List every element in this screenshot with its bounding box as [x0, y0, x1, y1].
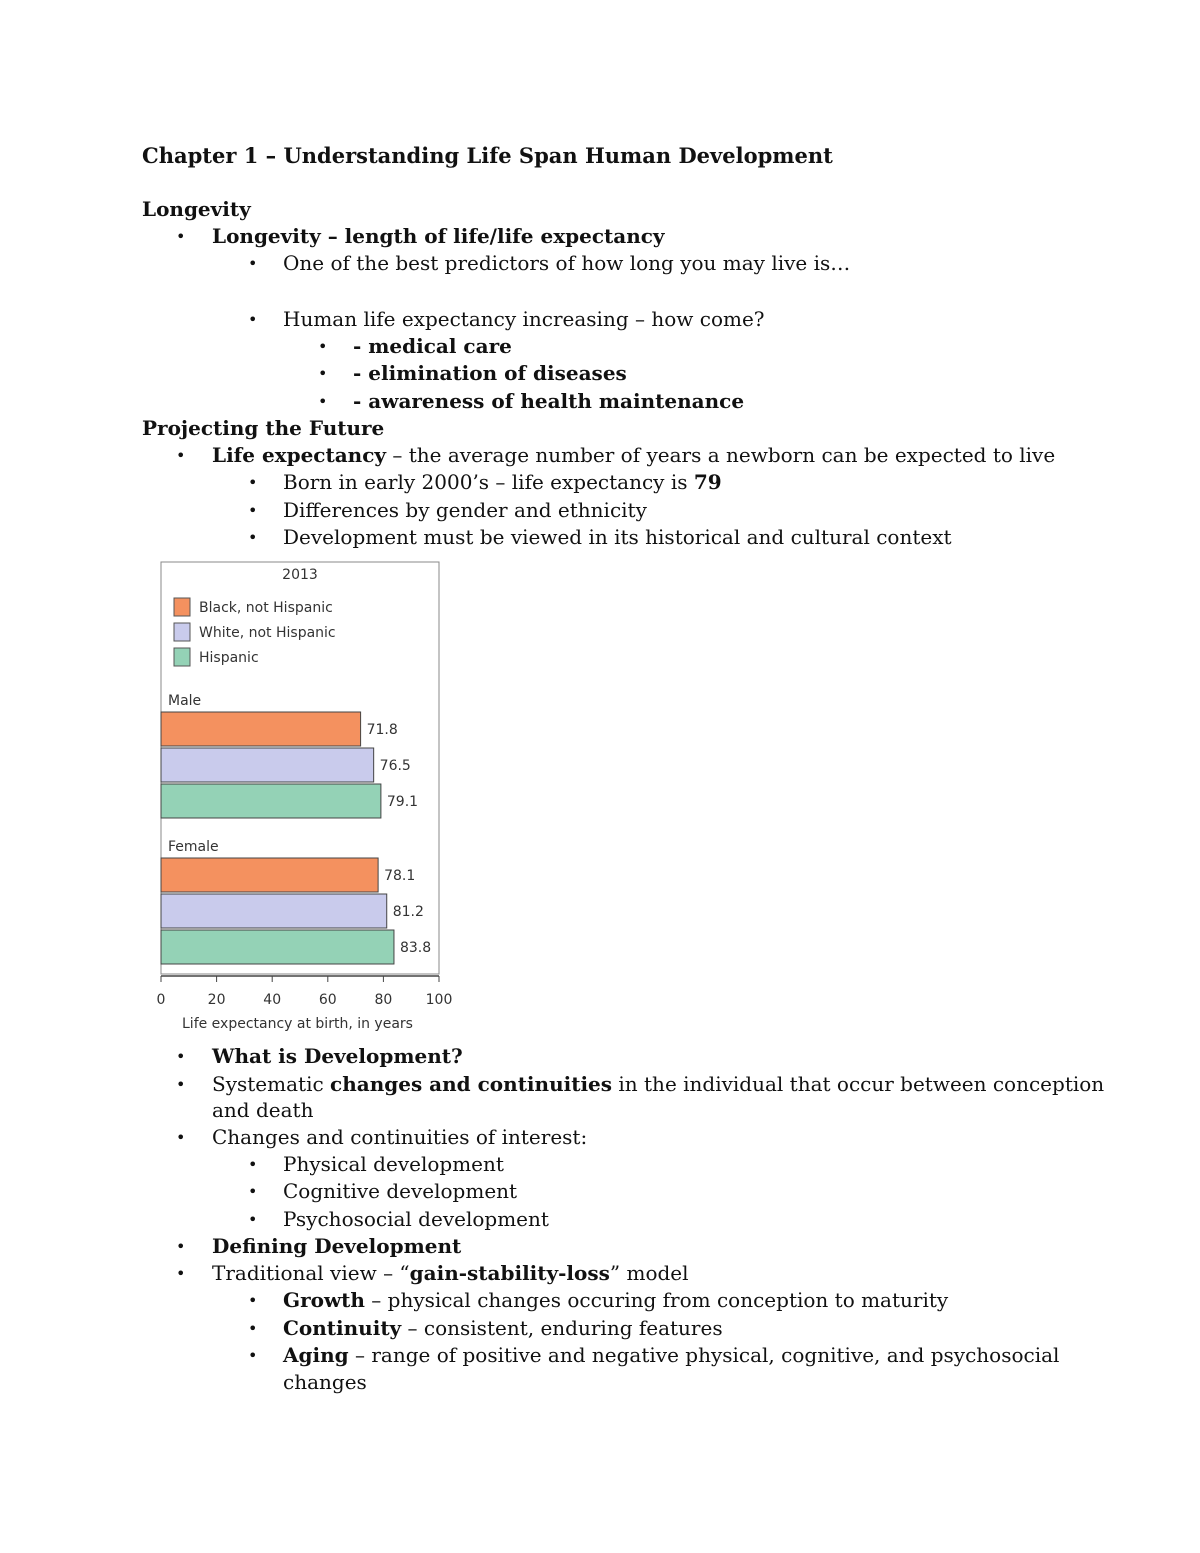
bullet-icon: • — [248, 1319, 258, 1338]
chart-title: 2013 — [282, 567, 318, 583]
differences-text: Differences by gender and ethnicity — [283, 498, 647, 522]
tick-label: 0 — [156, 992, 166, 1008]
predictor-text: One of the best predictors of how long you may live is… — [283, 251, 851, 275]
bullet-icon: • — [248, 473, 258, 492]
bullet-icon: • — [318, 364, 328, 383]
bullet-icon: • — [248, 1182, 258, 1201]
reason-item: - awareness of health maintenance — [353, 389, 745, 413]
legend-label: Black, not Hispanic — [199, 600, 333, 616]
traditional-suffix: ” model — [609, 1261, 689, 1285]
page-title: Chapter 1 – Understanding Life Span Human Development — [142, 143, 833, 168]
aging-continuation: changes — [283, 1370, 367, 1394]
x-axis-ticks — [157, 976, 453, 1008]
continuity-def: – consistent, enduring features — [401, 1316, 723, 1340]
chart-legend — [174, 598, 336, 666]
life-expectancy-definition — [212, 442, 1055, 469]
tick-label: 80 — [374, 992, 393, 1008]
development-type: Psychosocial development — [283, 1207, 549, 1231]
bullet-icon: • — [248, 501, 258, 520]
systematic-prefix: Systematic — [212, 1072, 331, 1096]
aging-text — [283, 1342, 1059, 1369]
bar — [161, 748, 374, 782]
legend-label: Hispanic — [199, 650, 259, 666]
traditional-bold: gain-stability-loss — [409, 1261, 610, 1285]
growth-term: Growth — [283, 1288, 365, 1312]
development-type: Cognitive development — [283, 1179, 518, 1203]
born-text — [283, 469, 722, 496]
legend-swatch — [174, 598, 190, 616]
what-is-development: What is Development? — [212, 1044, 463, 1068]
life-expectancy-def: – the average number of years a newborn can be expected to live — [386, 443, 1056, 467]
section-heading-projecting: Projecting the Future — [142, 416, 385, 440]
group-label-male: Male — [168, 693, 202, 709]
life-expectancy-chart — [150, 558, 470, 1040]
bullet-icon: • — [176, 1264, 186, 1283]
bar-value-label: 79.1 — [386, 794, 419, 810]
chart-bars — [161, 712, 431, 964]
group-label-female: Female — [168, 839, 219, 855]
bullet-icon: • — [176, 1075, 186, 1094]
defining-development: Defining Development — [212, 1234, 462, 1258]
tick-label: 40 — [263, 992, 282, 1008]
traditional-view — [212, 1260, 689, 1287]
increasing-text: Human life expectancy increasing – how come? — [283, 307, 765, 331]
development-type: Physical development — [283, 1152, 504, 1176]
bar-value-label: 83.8 — [399, 940, 432, 956]
bullet-icon: • — [248, 1155, 258, 1174]
bar-value-label: 78.1 — [384, 868, 416, 884]
systematic-continuation: and death — [212, 1098, 314, 1122]
bullet-icon: • — [248, 528, 258, 547]
bar-value-label: 76.5 — [379, 758, 411, 774]
bar-value-label: 81.2 — [392, 904, 424, 920]
bar — [161, 712, 361, 746]
bar — [161, 894, 387, 928]
bar — [161, 858, 378, 892]
bullet-icon: • — [248, 254, 258, 273]
bullet-icon: • — [176, 227, 186, 246]
longevity-definition: Longevity – length of life/life expectancy — [212, 224, 665, 248]
traditional-prefix: Traditional view – “ — [212, 1261, 410, 1285]
legend-label: White, not Hispanic — [199, 625, 336, 641]
bullet-icon: • — [248, 1210, 258, 1229]
born-prefix: Born in early 2000’s – life expectancy is — [283, 470, 694, 494]
bullet-icon: • — [318, 337, 328, 356]
bullet-icon: • — [176, 1128, 186, 1147]
bar — [161, 784, 381, 818]
life-expectancy-term: Life expectancy — [212, 443, 387, 467]
growth-text — [283, 1287, 948, 1314]
bullet-icon: • — [318, 392, 328, 411]
bullet-icon: • — [176, 446, 186, 465]
section-heading-longevity: Longevity — [142, 197, 251, 221]
bullet-icon: • — [176, 1237, 186, 1256]
systematic-suffix: in the individual that occur between conception — [612, 1072, 1105, 1096]
aging-def: – range of positive and negative physical, cognitive, and psychosocial — [348, 1343, 1060, 1367]
aging-term: Aging — [283, 1343, 349, 1367]
tick-label: 100 — [425, 992, 453, 1008]
bullet-icon: • — [248, 1346, 258, 1365]
systematic-text — [212, 1071, 1104, 1098]
bullet-icon: • — [176, 1047, 186, 1066]
continuity-text — [283, 1315, 723, 1342]
context-text: Development must be viewed in its historical and cultural context — [283, 525, 952, 549]
growth-def: – physical changes occuring from conception to maturity — [364, 1288, 949, 1312]
legend-swatch — [174, 623, 190, 641]
tick-label: 60 — [318, 992, 337, 1008]
bullet-icon: • — [248, 310, 258, 329]
bar-value-label: 71.8 — [366, 722, 398, 738]
bar — [161, 930, 394, 964]
interest-text: Changes and continuities of interest: — [212, 1125, 588, 1149]
x-axis-label: Life expectancy at birth, in years — [182, 1016, 413, 1032]
legend-swatch — [174, 648, 190, 666]
systematic-bold: changes and continuities — [330, 1072, 613, 1096]
reason-item: - medical care — [353, 334, 512, 358]
tick-label: 20 — [207, 992, 226, 1008]
bullet-icon: • — [248, 1291, 258, 1310]
continuity-term: Continuity — [283, 1316, 402, 1340]
reason-item: - elimination of diseases — [353, 361, 627, 385]
born-value: 79 — [693, 470, 722, 494]
